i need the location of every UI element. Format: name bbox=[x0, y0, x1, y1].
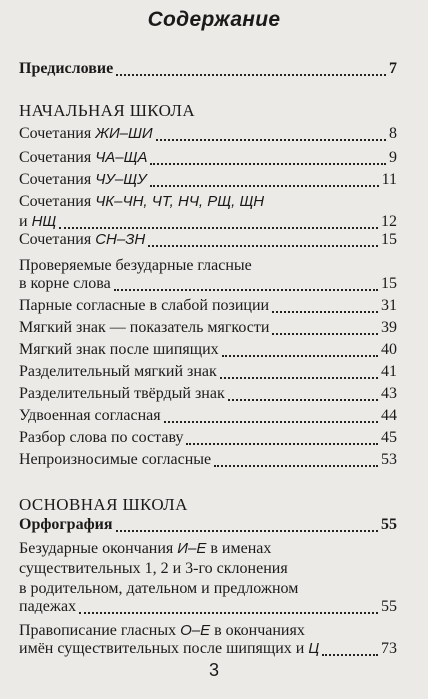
section-heading-primary: НАЧАЛЬНАЯ ШКОЛА bbox=[19, 101, 196, 120]
dot-leader bbox=[116, 73, 386, 76]
entry-label: падежах bbox=[19, 598, 77, 615]
dot-leader bbox=[272, 310, 378, 313]
entry-label: Непроизносимые согласные bbox=[19, 451, 212, 468]
entry-label: Правописание гласных bbox=[19, 622, 181, 639]
toc-entry-line2[interactable] bbox=[19, 275, 397, 297]
dot-leader bbox=[272, 332, 378, 335]
entry-label: и bbox=[19, 213, 32, 230]
entry-label: Сочетания bbox=[19, 149, 96, 166]
entry-italic: ЧК–ЧН, ЧТ, НЧ, РЩ, ЩН bbox=[95, 193, 265, 210]
entry-italic: И–Е bbox=[177, 540, 207, 557]
dot-leader bbox=[79, 611, 378, 614]
toc-entry-line2[interactable] bbox=[19, 640, 397, 662]
page-title: Содержание bbox=[147, 8, 281, 31]
entry-page: 9 bbox=[389, 149, 397, 166]
entry-page: 53 bbox=[381, 451, 397, 468]
entry-italic: НЩ bbox=[31, 213, 57, 230]
entry-label: Орфография bbox=[19, 516, 113, 533]
dot-leader bbox=[214, 464, 378, 467]
page-number: 3 bbox=[208, 660, 219, 680]
entry-page: 8 bbox=[389, 125, 397, 142]
dot-leader bbox=[322, 653, 378, 656]
dot-leader bbox=[150, 162, 386, 165]
entry-page: 45 bbox=[381, 429, 397, 446]
entry-italic: О–Е bbox=[180, 622, 211, 639]
entry-page: 39 bbox=[381, 319, 397, 336]
toc-entry-orthography[interactable] bbox=[19, 516, 397, 538]
entry-label: Безударные окончания bbox=[19, 540, 178, 557]
dot-leader bbox=[186, 442, 378, 445]
entry-page: 55 bbox=[381, 516, 397, 533]
entry-page: 7 bbox=[389, 60, 397, 77]
entry-italic: ЖИ–ШИ bbox=[95, 125, 153, 142]
entry-page: 73 bbox=[381, 640, 397, 657]
entry-label: в именах bbox=[206, 540, 272, 557]
entry-label: Мягкий знак — показатель мягкости bbox=[19, 319, 270, 336]
toc-entry[interactable] bbox=[19, 363, 397, 385]
entry-label: Мягкий знак после шипящих bbox=[19, 341, 219, 358]
toc-entry[interactable] bbox=[19, 319, 397, 341]
entry-label: Разделительный мягкий знак bbox=[19, 363, 217, 380]
entry-page: 40 bbox=[381, 341, 397, 358]
toc-entry[interactable] bbox=[19, 407, 397, 429]
entry-italic: ЧА–ЩА bbox=[95, 149, 148, 166]
entry-label: в окончаниях bbox=[210, 622, 305, 639]
toc-entry[interactable] bbox=[19, 171, 397, 193]
toc-entry-line1[interactable] bbox=[19, 622, 305, 640]
entry-label: Сочетания bbox=[19, 193, 96, 210]
entry-label: Сочетания bbox=[19, 125, 96, 142]
entry-label: Удвоенная согласная bbox=[19, 407, 161, 424]
toc-entry-line1[interactable] bbox=[19, 193, 264, 211]
entry-label: в корне слова bbox=[19, 275, 111, 292]
dot-leader bbox=[222, 354, 378, 357]
toc-entry-line1[interactable] bbox=[19, 540, 271, 558]
section-heading-basic: ОСНОВНАЯ ШКОЛА bbox=[19, 495, 188, 514]
dot-leader bbox=[148, 244, 378, 247]
entry-page: 44 bbox=[381, 407, 397, 424]
entry-label: Сочетания bbox=[19, 231, 96, 248]
toc-entry[interactable] bbox=[19, 451, 397, 473]
dot-leader bbox=[164, 420, 378, 423]
dot-leader bbox=[150, 184, 379, 187]
toc-entry[interactable] bbox=[19, 125, 397, 147]
entry-page: 55 bbox=[381, 598, 397, 615]
entry-page: 15 bbox=[381, 275, 397, 292]
toc-entry[interactable] bbox=[19, 341, 397, 363]
entry-label: имён существительных после шипящих и bbox=[19, 640, 309, 657]
entry-label: Разделительный твёрдый знак bbox=[19, 385, 225, 402]
toc-entry-line4[interactable] bbox=[19, 598, 397, 620]
toc-entry[interactable] bbox=[19, 385, 397, 407]
entry-page: 11 bbox=[381, 171, 397, 188]
entry-label: Предисловие bbox=[19, 60, 114, 77]
toc-entry[interactable] bbox=[19, 429, 397, 451]
entry-italic: Ц bbox=[308, 640, 320, 657]
toc-entry-line1[interactable]: Проверяемые безударные гласные bbox=[19, 257, 252, 274]
dot-leader bbox=[220, 376, 378, 379]
toc-entry[interactable] bbox=[19, 297, 397, 319]
entry-label: Разбор слова по составу bbox=[19, 429, 184, 446]
toc-entry-preface[interactable] bbox=[19, 60, 397, 82]
dot-leader bbox=[228, 398, 378, 401]
entry-page: 41 bbox=[381, 363, 397, 380]
entry-label: Парные согласные в слабой позиции bbox=[19, 297, 270, 314]
entry-page: 15 bbox=[381, 231, 397, 248]
toc-entry[interactable] bbox=[19, 231, 397, 253]
entry-page: 43 bbox=[381, 385, 397, 402]
dot-leader bbox=[156, 138, 386, 141]
entry-page: 12 bbox=[381, 213, 397, 230]
entry-italic: ЧУ–ЩУ bbox=[95, 171, 147, 188]
toc-entry-line2: существительных 1, 2 и 3-го склонения bbox=[19, 560, 288, 577]
dot-leader bbox=[59, 226, 378, 229]
entry-italic: СН–ЗН bbox=[95, 231, 146, 248]
toc-entry[interactable] bbox=[19, 149, 397, 171]
dot-leader bbox=[116, 529, 378, 532]
toc-entry-line3: в родительном, дательном и предложном bbox=[19, 580, 299, 597]
entry-label: Сочетания bbox=[19, 171, 96, 188]
dot-leader bbox=[114, 288, 378, 291]
entry-page: 31 bbox=[381, 297, 397, 314]
